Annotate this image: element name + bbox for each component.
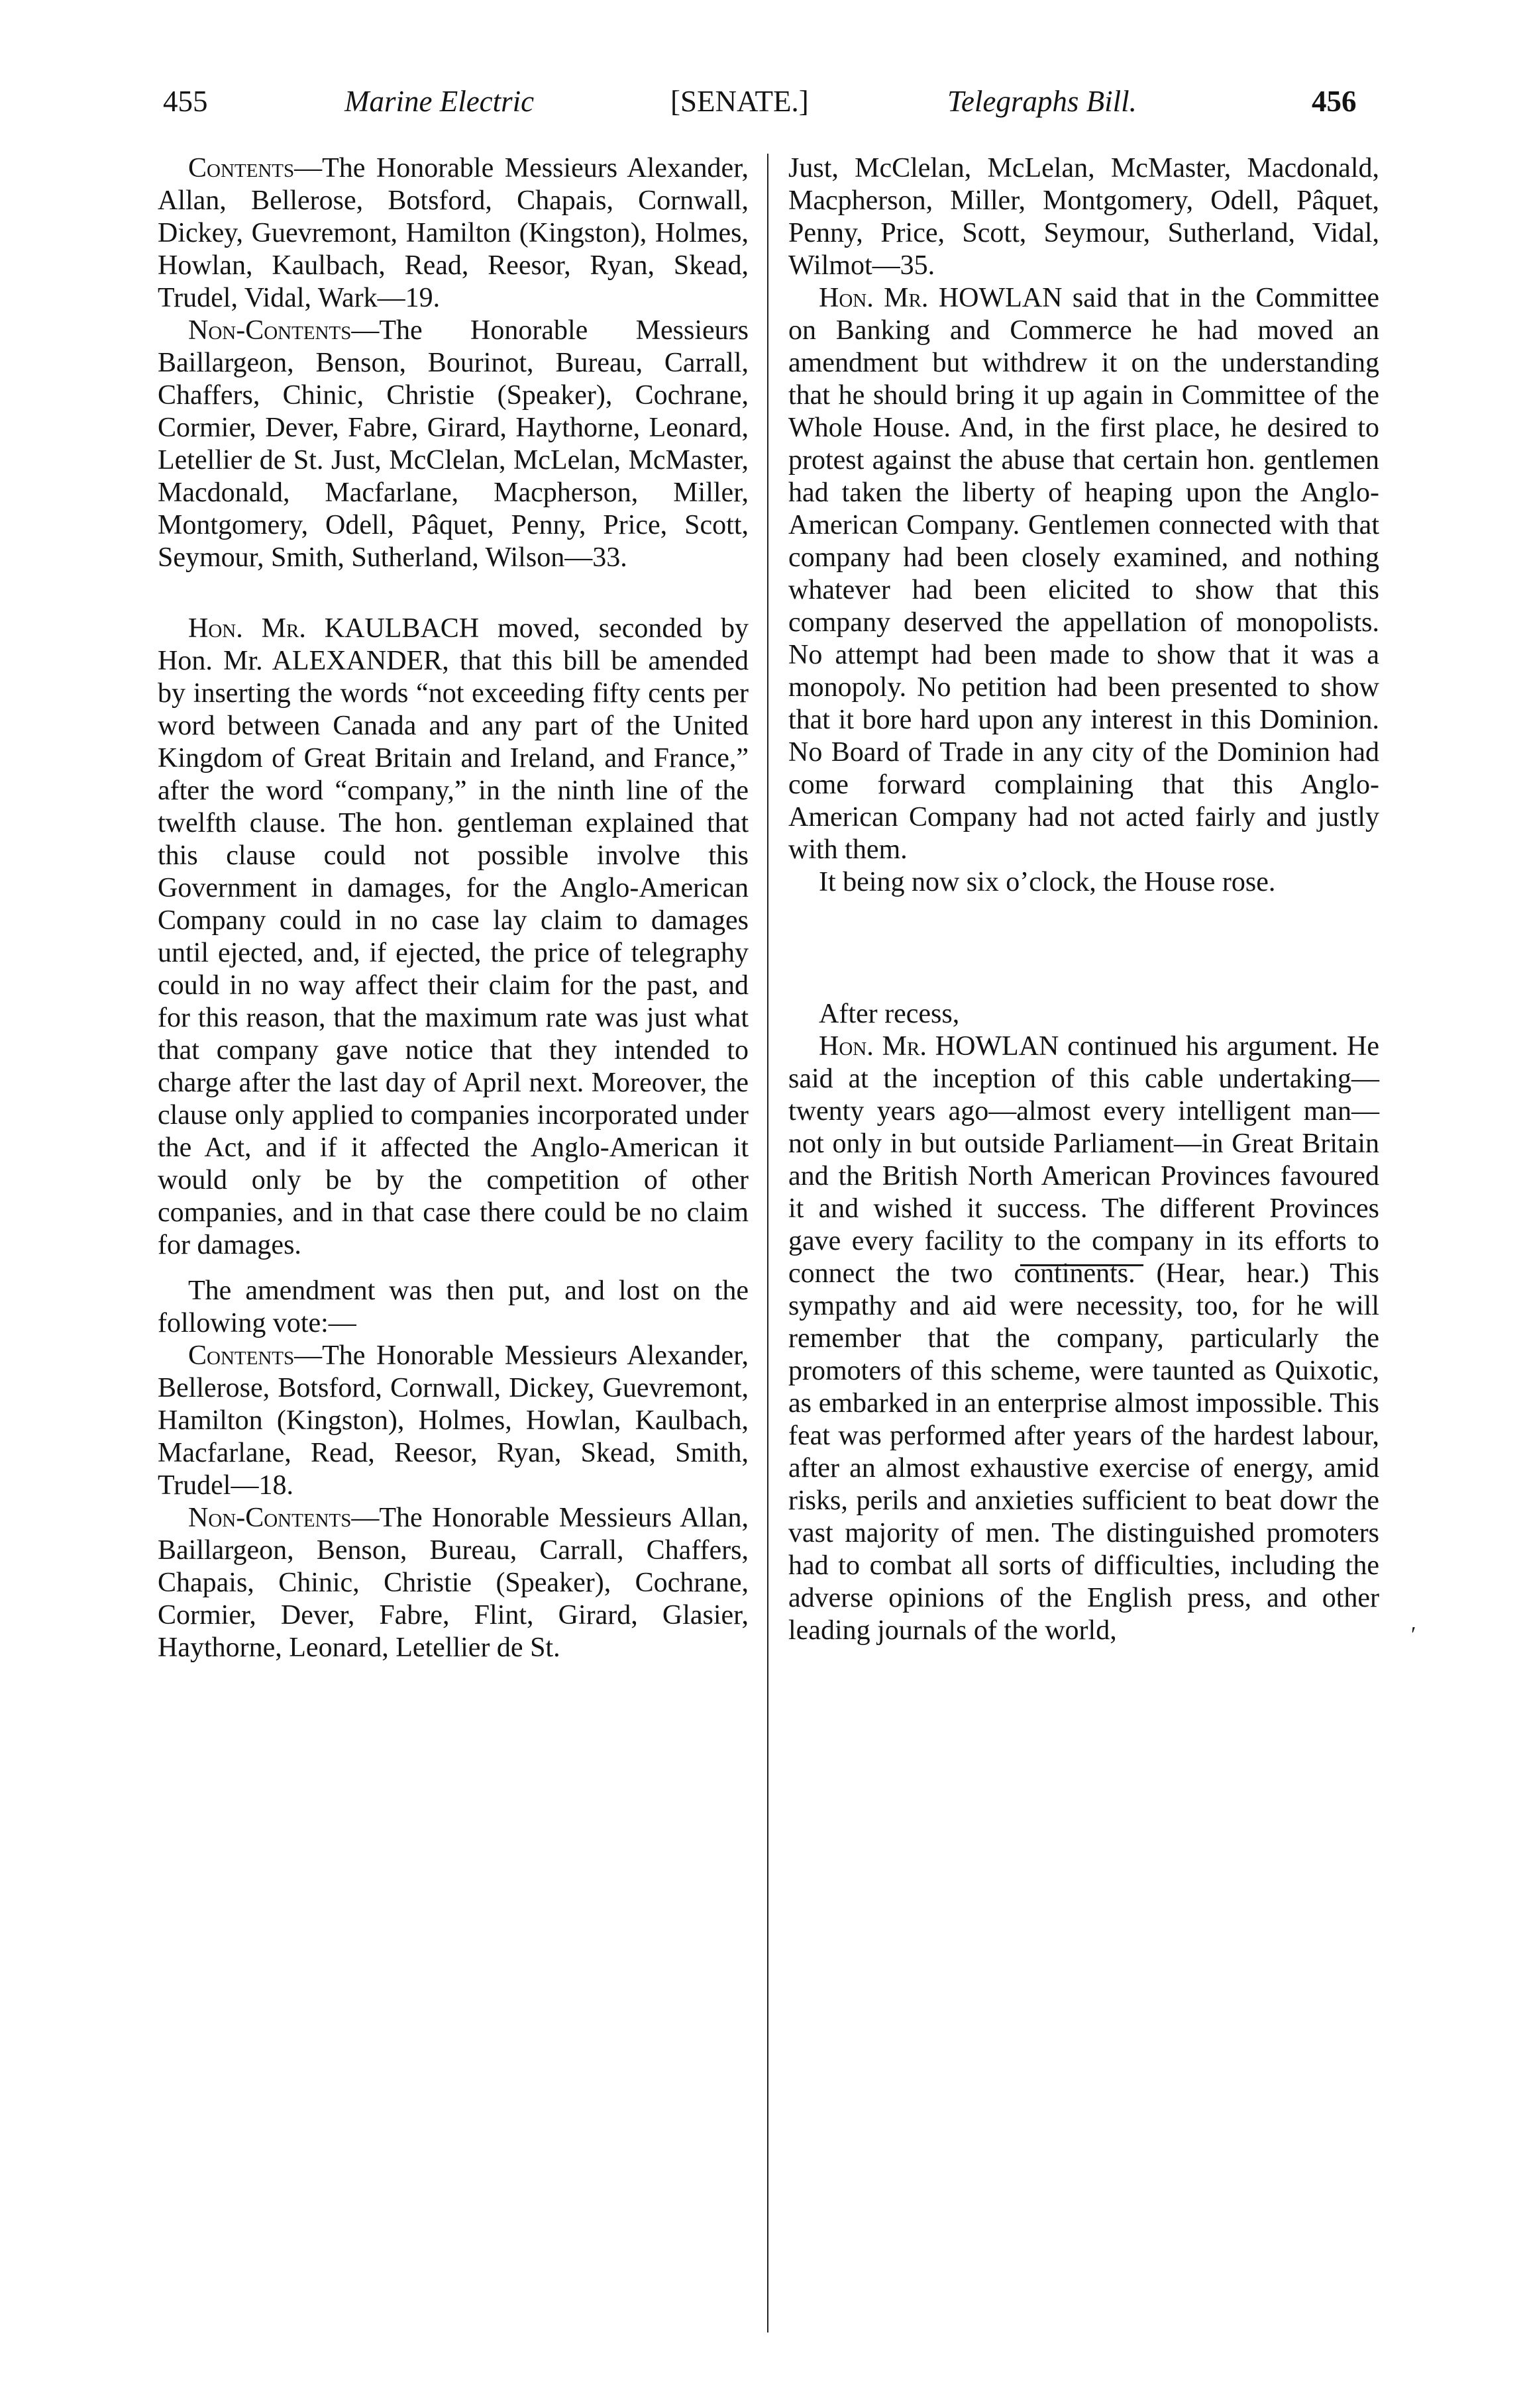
- paragraph-text: —The Honorable Messieurs Baillargeon, Benson, Bourinot, Bureau, Carrall, Chaffers, Chinic, Christie (Speaker), Cochrane, Cormier, Dever, Fabre, Girard, Haythorne, Leonard, Letellier de St. Just, McClelan, McLelan, McMaster, Macdonald, Macfarlane, Macpherson, Miller, Montgomery, Odell, Pâquet, Penny, Price, Scott, Seymour, Smith, Sutherland, Wilson—33.: [158, 315, 749, 573]
- paragraph-text: After recess,: [819, 999, 960, 1029]
- paragraph-text: It being now six o’clock, the House rose.: [819, 867, 1276, 897]
- right-running-title: Telegraphs Bill.: [947, 85, 1137, 118]
- chamber-label: [SENATE.]: [670, 85, 809, 118]
- paragraph-text: HOWLAN said that in the Committee on Banking and Commerce he had moved an amendment but withdrew it on the understanding that he should bring it up again in Committee of the Whole House. And, in the first place, he desired to protest against the abuse that certain hon. gentlemen had taken the liberty of heaping upon the Anglo-American Company. Gentlemen connected with that company had been closely examined, and nothing whatever had been elicited to show that this company deserved the appellation of monopolists. No attempt had been made to show that it was a monopoly. No petition had been presented to show that it bore hard upon any interest in this Dominion. No Board of Trade in any city of the Dominion had come forward complaining that this Anglo-American Company had not acted fairly and justly with them.: [788, 283, 1379, 865]
- paragraph-lead: Hon. Mr.: [819, 1031, 927, 1062]
- paragraph-lead: Hon. Mr.: [819, 283, 929, 313]
- paragraph-lead: Non-Contents: [188, 1503, 352, 1533]
- paragraph-non-contents-second-vote: [158, 1502, 749, 1664]
- section-divider: [1020, 1264, 1143, 1266]
- paragraph-contents-first-vote: [158, 152, 749, 315]
- paragraph-lead: Contents: [188, 153, 295, 183]
- paragraph-amendment-lost: [158, 1275, 749, 1340]
- paragraph-after-recess: [788, 998, 1379, 1030]
- paragraph-text: —The Honorable Messieurs Allan, Baillargeon, Benson, Bureau, Carrall, Chaffers, Chapais, Chinic, Christie (Speaker), Cochrane, Cormier, Dever, Fabre, Flint, Girard, Glasier, Haythorne, Leonard, Letellier de St.: [158, 1503, 749, 1663]
- left-running-title: Marine Electric: [344, 85, 535, 118]
- paragraph-contents-second-vote: [158, 1340, 749, 1502]
- left-column: [158, 152, 749, 1664]
- paragraph-text: The amendment was then put, and lost on the following vote:—: [158, 1276, 749, 1338]
- paragraph-non-contents-first-vote: [158, 315, 749, 574]
- stray-print-mark: ′: [1411, 1623, 1416, 1647]
- paragraph-howlan-continued: [788, 1030, 1379, 1647]
- paragraph-lead: Contents: [188, 1340, 295, 1371]
- running-header: [0, 0, 1525, 132]
- paragraph-text: KAULBACH moved, seconded by Hon. Mr. ALEXANDER, that this bill be amended by inserting the words “not exceeding fifty cents per word between Canada and any part of the United Kingdom of Great Britain and Ireland, and France,” after the word “company,” in the ninth line of the twelfth clause. The hon. gentleman explained that this clause could not possible involve this Government in damages, for the Anglo-American Company could in no case lay claim to damages until ejected, and, if ejected, the price of telegraphy could in no way affect their claim for the past, and for this reason, that the maximum rate was just what that company gave notice that they intended to charge after the last day of April next. Moreover, the clause only applied to companies incorporated under the Act, and if it affected the Anglo-American it would only be by the competition of other companies, and in that case there could be no claim for damages.: [158, 613, 749, 1260]
- paragraph-howlan-speech: [788, 282, 1379, 866]
- left-page-number: 455: [163, 85, 208, 118]
- paragraph-lead: Non-Contents: [188, 315, 352, 346]
- paragraph-text: HOWLAN continued his argument. He said at the inception of this cable undertaking—twenty years ago—almost every intelligent man—not only in but outside Parliament—in Great Britain and the British North American Provinces favoured it and wished it success. The different Provinces gave every facility to the company in its efforts to connect the two continents. (Hear, hear.) This sympathy and aid were necessity, too, for he will remember that the company, particularly the promoters of this scheme, were taunted as Quixotic, as embarked in an enterprise almost impossible. This feat was performed after years of the hardest labour, after an almost exhaustive exercise of energy, amid risks, perils and anxieties sufficient to beat dowr the vast majority of men. The distinguished promoters had to combat all sorts of difficulties, including the adverse opinions of the English press, and other leading journals of the world,: [788, 1031, 1380, 1646]
- paragraph-kaulbach-motion: [158, 613, 749, 1262]
- paragraph-text: —The Honorable Messieurs Alexander, Bellerose, Botsford, Cornwall, Dickey, Guevremont, Hamilton (Kingston), Holmes, Howlan, Kaulbach, Macfarlane, Read, Reesor, Ryan, Skead, Smith, Trudel—18.: [158, 1340, 749, 1501]
- paragraph-text: Just, McClelan, McLelan, McMaster, Macdonald, Macpherson, Miller, Montgomery, Odell, Pâquet, Penny, Price, Scott, Seymour, Sutherland, Vidal, Wilmot—35.: [788, 153, 1379, 281]
- paragraph-house-rose: [788, 866, 1379, 899]
- right-column: [788, 152, 1379, 1647]
- column-divider-rule: [767, 154, 768, 2333]
- right-page-number: 456: [1312, 85, 1357, 118]
- paragraph-vote-continued: [788, 152, 1379, 282]
- paragraph-lead: Hon. Mr.: [188, 613, 306, 644]
- paragraph-text: —The Honorable Messieurs Alexander, Allan, Bellerose, Botsford, Chapais, Cornwall, Dickey, Guevremont, Hamilton (Kingston), Holmes, Howlan, Kaulbach, Read, Reesor, Ryan, Skead, Trudel, Vidal, Wark—19.: [158, 153, 749, 313]
